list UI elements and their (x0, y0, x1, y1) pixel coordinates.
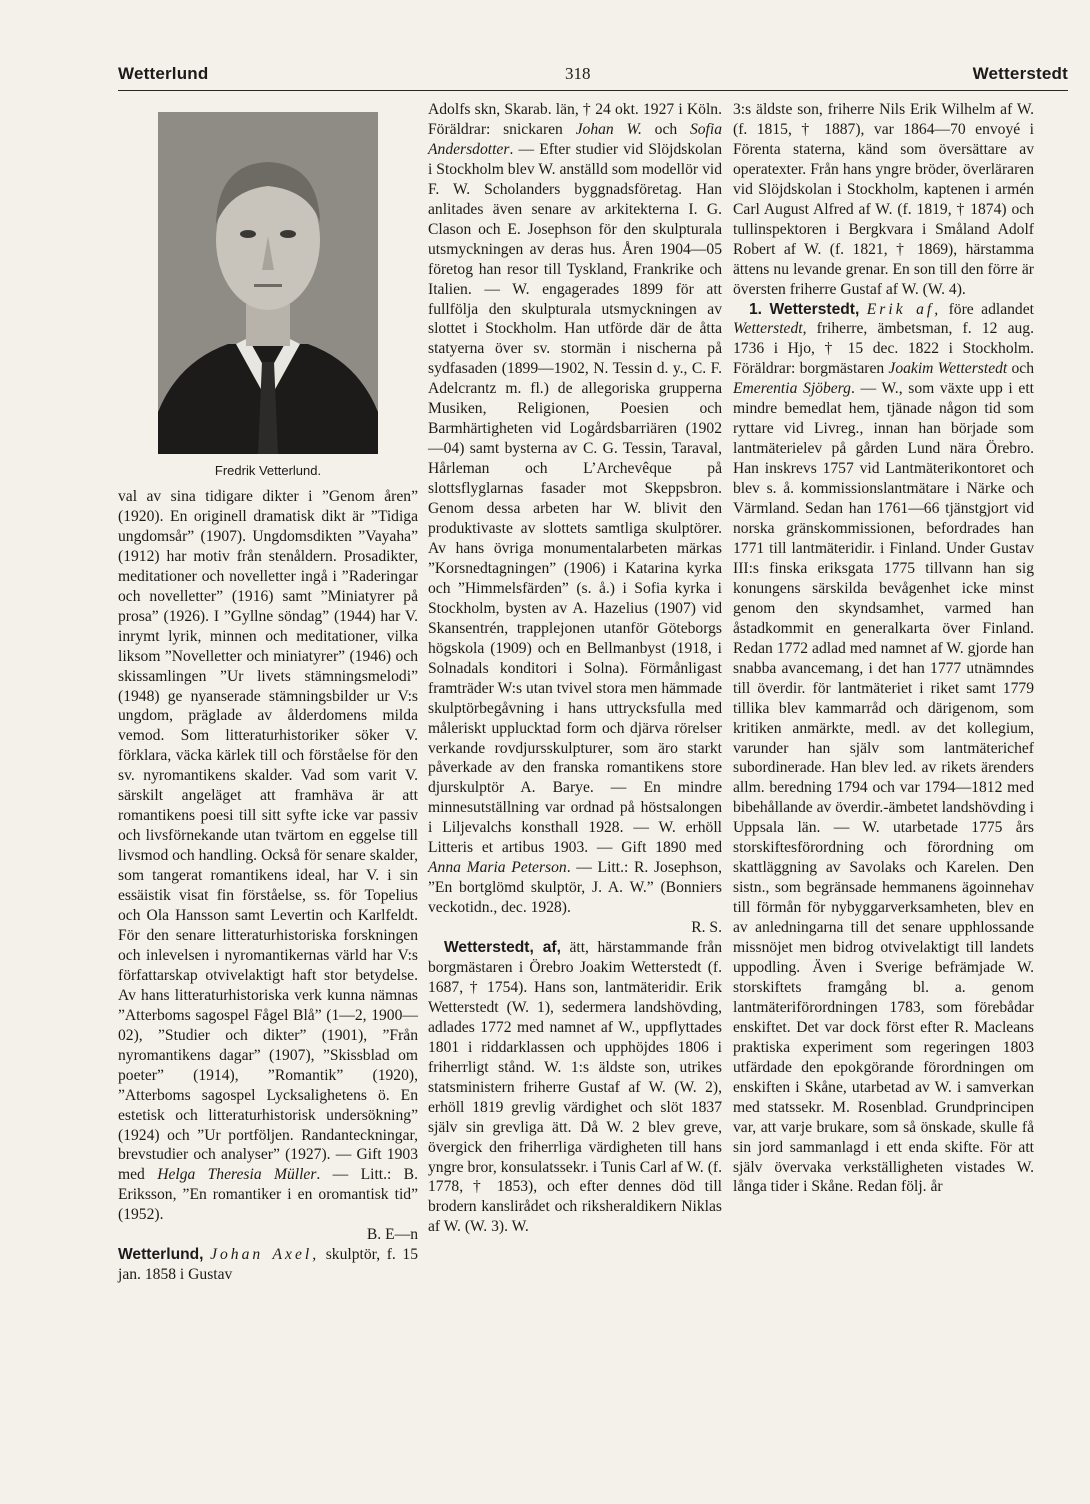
column-2 (428, 100, 722, 1237)
body-text: skulptör, f. 15 jan. 1858 i Gustav (118, 1246, 419, 1284)
body-text: . — Litt.: R. Josephson, ”En bortglömd skulptör, J. A. W.” (Bonniers veckotidn., dec. 1928). (428, 859, 722, 917)
prior-name: Wetterstedt (733, 320, 803, 338)
mother-name: Emerentia Sjöberg (733, 380, 851, 398)
body-text: och (1007, 360, 1035, 378)
running-head-right: Wetterstedt (972, 64, 1068, 83)
body-text: val av sina tidigare dikter i ”Genom åren” (1920). En originell dramatisk dikt är ”Tidiga ungdomsår” (1907). Ungdomsdikten ”Vayaha” (1912) har motiv från stenåldern. Prosadikter, meditationer och novelletter ingå i ”Raderingar och novelletter” (1916) samt ”Miniatyrer på prosa” (1926). I ”Gyllne söndag” (1944) har V. inrymt lyrik, minnen och meditationer, vilka liksom ”Novelletter och miniatyrer” (1946) och skissamlingen ”Ur livets stämningsmelodi” (1948) ge nyanserade stämningsbilder ur V:s ungdom, präglade av ålderdomens milda vemod. Som litteraturhistoriker söker V. förklara, väcka kärlek till och förståelse för den sv. nyromantikens skalder. Vad som varit V. särskilt angeläget att framhäva är att romantikens poesi till sitt syfte icke var passiv och livsförnekande utan tvärtom en eggelse till livsmod och handling. Också för senare skalder, som tangerat romantikens ideal, har V. i sin essäistik visat fin förståelse, ss. för Topelius och Ola Hansson samt Levertin och Karlfeldt. För den senare litteraturhistoriska forskningen och inlevelsen i nyromantikernas värld har V:s författarskap otvivelaktigt haft stor betydelse. Av hans litteraturhistoriska verk kunna nämnas ”Atterboms sagospel Fågel Blå” (1—2, 1900—02), ”Studier och dikter” (1901), ”Från nyromantikens dagar” (1907), ”Skissblad om poeter” (1914), ”Romantik” (1920), ”Atterboms sagospel Lycksalighetens ö. En estetisk och litteraturhistorisk undersökning” (1924) och ”Ur portföljen. Randanteckningar, brevstudier och analyser” (1927). — Gift 1903 med (118, 488, 418, 1184)
entry-wetterstedt-family (428, 938, 722, 1237)
photo-caption: Fredrik Vetterlund. (214, 463, 322, 478)
author-signature: R. S. (691, 919, 722, 937)
body-text: Adolfs skn, Skarab. län, † 24 okt. 1927 i Köln. Föräldrar: snickaren (428, 101, 722, 138)
running-head (118, 64, 1068, 90)
entry-given-names: Erik af, (866, 300, 942, 318)
column-1 (118, 100, 418, 1285)
body-text: . — Efter studier vid Slöjdskolan i Stockholm blev W. anställd som modellör vid F. W. Scholanders byggnadsföretag. Han anlitades även senare av arkitekterna I. G. Clason och E. Josephson för den skulpturala utsmyckningen av deras hus. Åren 1904—05 företog han resor till Tyskland, Frankrike och Italien. — W. engagerades 1899 för att fullfölja den skulpturala utsmyckningen av slottet i Stockholm. Han utförde där de åtta statyerna över sv. stormän i nischerna på sydfasaden (1899—1902, N. Tessin d. y., C. F. Adelcrantz m. fl.) de allegoriska grupperna Musiken, Religionen, Poesien och Barmhärtigheten vid Logårdsbarriären (1902—04) samt bysterna av C. G. Tessin, Taraval, Hårleman och L’Archevêque på slottsflyglarnas fasader mot Skeppsbron. Genom dessa arbeten har W. blivit den produktivaste av slottets samtliga skulptörer. Av hans övriga monumentalarbeten märkas ”Korsnedtagningen” (1906) i Katarina kyrka och ”Himmelsfärden” (s. å.) i Sofia kyrka i Stockholm, bysten av A. Hazelius (1907) vid Skansentrén, trapplejonen utanför Göteborgs högskola (1909) och en Bellmanbyst (1918, i Solnadals konditori i Solna). Förmånligast framträder W:s utan tvivel stora men hämmade skulptörbegåvning i hans uttrycksfulla med måleriskt upplucktad form och djärva rörelser verkande rovdjursskulpturer, som äro starkt påverkade av den franska romantikens store djurskulptör A. Barye. — En mindre minnesutställning var ordnad på höstsalongen i Liljevalchs konsthall 1928. — W. erhöll Litteris et artibus 1903. — Gift 1890 med (428, 140, 722, 857)
body-text: och (641, 120, 690, 138)
entry-headword: Wetterlund, (118, 1246, 204, 1264)
entry-wetterlund (118, 1245, 418, 1285)
portrait-silhouette-icon (158, 112, 378, 454)
spouse-name: Anna Maria Peterson (428, 859, 567, 877)
article-text (733, 100, 1034, 300)
entry-headword: Wetterstedt, (769, 300, 860, 318)
author-signature: B. E—n (366, 1226, 418, 1244)
entry-given-names: Johan Axel, (210, 1246, 320, 1264)
running-head-left: Wetterlund (118, 64, 209, 83)
portrait-photo (158, 112, 378, 454)
article-text (428, 100, 722, 918)
mother-name: Sofia Andersdotter (428, 120, 723, 158)
entry-number: 1. (749, 300, 763, 318)
entry-headword: Wetterstedt, af, (444, 939, 561, 957)
father-name: Johan W. (575, 120, 642, 138)
article-text (118, 487, 418, 1225)
spouse-name: Helga Theresia Müller (157, 1166, 317, 1184)
page-number: 318 (565, 64, 591, 83)
body-text: . — Litt.: B. Eriksson, ”En romantiker i en oromantisk tid” (1952). (118, 1166, 418, 1224)
father-name: Joakim Wetterstedt (888, 360, 1008, 378)
entry-erik-af-wetterstedt (733, 300, 1034, 1198)
column-3 (733, 100, 1034, 1197)
body-text: före adlandet (941, 300, 1034, 318)
body-text: , friherre, ämbetsman, f. 12 aug. 1736 i Hjo, † 15 dec. 1822 i Stockholm. Föräldrar: borgmästaren (733, 320, 1034, 378)
body-text: ätt, härstammande från borgmästaren i Örebro Joakim Wetterstedt (f. 1687, † 1754). Hans son, lantmäteridir. Erik Wetterstedt (W. 1), sedermera landshövding, adlades 1772 med namnet af W., uppflyttades 1801 i riddarklassen och upphöjdes 1806 i friherrligt stånd. W. 1:s äldste son, utrikes statsministern friherre Gustaf af W. (W. 2), erhöll 1819 grevlig värdighet och slöt 1837 själv sin grevliga ätt. Då W. 2 blev greve, övergick den friherrliga värdigheten till hans yngre bror, konsulatssekr. i Tunis Carl af W. (f. 1778, † 1853), och efter dennes död till brodern kanslirådet och riksheraldikern Niklas af W. (W. 3). W. (428, 939, 722, 1236)
body-text: . — W., som växte upp i ett mindre bemedlat hem, tjänade någon tid som ryttare vid Livreg., innan han började som lantmäterielev på gården Lund nära Örebro. Han inskrevs 1757 vid Lantmäterikontoret och blev s. å. kommissionslantmätare i Närke och Värmland. Sedan han 1761—66 tjänstgjort vid norska gränskommissionen, befordrades han 1771 till lantmäteridir. i Finland. Under Gustav III:s finska eriksgata 1775 tillvann han sig konungens särskilda bevågenhet icke minst genom den skyndsamhet, varmed han åstadkommit en generalkarta över Finland. Redan 1772 adlad med namnet af W. gjorde han snabba avancemang, i det han 1777 utnämndes till överdir. för lantmäteriet i riket samt 1779 tillika blev kammarråd och därigenom, som kritiken anmärkte, medl. av det kollegium, varunder han själv som lantmäterichef subordinerade. Han blev led. av rikets ärenders allm. beredning 1794 och var 1794—1812 med bibehållande av överdir.-ämbetet landshövding i Uppsala län. — W. utarbetade 1775 års storskiftesförordning och förordning om skattläggning av Savolaks och Karelen. Den sistn., som begränsade hemmanens ägoinnehav till förmån för nybyggarverksamheten, blev en av anledningarna till det senare upphlossande missnöjet men bidrog otvivelaktigt till landets uppodling. Även i Sverige befrämjade W. storskiftets framgång bl. a. genom lantmäteriförordningen 1783, som förebådar enskiftet. Det var dock först efter R. Macleans praktiska experiment som regeringen 1803 utfärdade den epokgörande förordningen om enskiften i Skåne, utarbetad av W. i samverkan med statssekr. M. Rosenblad. Grundprincipen var, att varje brukare, som så önskade, skulle få sin jord sammanlagd i ett enda skifte. För att själv övervaka verkställigheten vistades W. långa tider i Skåne. Redan följ. år (733, 380, 1034, 1196)
header-rule (118, 90, 1068, 91)
body-text: 3:s äldste son, friherre Nils Erik Wilhelm af W. (f. 1815, † 1887), var 1864—70 envoyé i Förenta staterna, känd som översättare av operatexter. Från hans yngre bröder, överläraren vid Slöjdskolan i Stockholm, kaptenen i armén Carl August Alfred af W. (f. 1819, † 1874) och tullinspektoren i Bergkvara i Småland Adolf Robert af W. (f. 1821, † 1869), härstamma ättens nu levande grenar. En son till den förre är översten friherre Gustaf af W. (W. 4). (733, 101, 1034, 298)
